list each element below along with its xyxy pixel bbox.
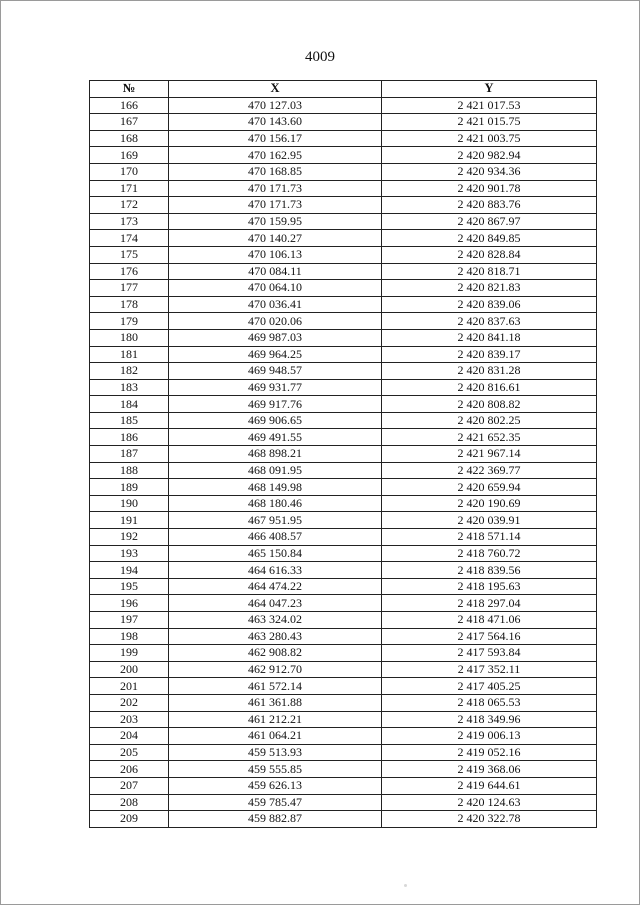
cell-x: 470 064.10 xyxy=(169,280,382,297)
table-row xyxy=(90,462,597,479)
cell-x: 469 964.25 xyxy=(169,346,382,363)
cell-x: 470 140.27 xyxy=(169,230,382,247)
cell-number: 171 xyxy=(90,180,169,197)
cell-y: 2 420 901.78 xyxy=(382,180,597,197)
cell-number: 169 xyxy=(90,147,169,164)
cell-number: 205 xyxy=(90,744,169,761)
cell-y: 2 420 816.61 xyxy=(382,379,597,396)
cell-x: 470 036.41 xyxy=(169,296,382,313)
table-row xyxy=(90,728,597,745)
cell-y: 2 420 828.84 xyxy=(382,246,597,263)
cell-y: 2 420 802.25 xyxy=(382,412,597,429)
cell-number: 198 xyxy=(90,628,169,645)
page-number: 4009 xyxy=(305,49,335,65)
cell-x: 459 513.93 xyxy=(169,744,382,761)
cell-x: 470 084.11 xyxy=(169,263,382,280)
cell-y: 2 418 349.96 xyxy=(382,711,597,728)
cell-y: 2 420 839.06 xyxy=(382,296,597,313)
cell-y: 2 421 967.14 xyxy=(382,446,597,463)
cell-number: 176 xyxy=(90,263,169,280)
cell-number: 181 xyxy=(90,346,169,363)
cell-y: 2 420 821.83 xyxy=(382,280,597,297)
cell-number: 175 xyxy=(90,246,169,263)
cell-x: 467 951.95 xyxy=(169,512,382,529)
cell-x: 459 882.87 xyxy=(169,811,382,828)
table-row xyxy=(90,512,597,529)
cell-y: 2 417 405.25 xyxy=(382,678,597,695)
cell-number: 196 xyxy=(90,595,169,612)
cell-number: 166 xyxy=(90,97,169,114)
table-row xyxy=(90,313,597,330)
cell-x: 459 555.85 xyxy=(169,761,382,778)
cell-number: 194 xyxy=(90,562,169,579)
table-row xyxy=(90,811,597,828)
table-row xyxy=(90,246,597,263)
table-header-row xyxy=(90,81,597,98)
cell-y: 2 418 297.04 xyxy=(382,595,597,612)
cell-y: 2 418 195.63 xyxy=(382,578,597,595)
cell-number: 197 xyxy=(90,612,169,629)
cell-x: 463 280.43 xyxy=(169,628,382,645)
cell-x: 470 020.06 xyxy=(169,313,382,330)
cell-x: 470 171.73 xyxy=(169,180,382,197)
table-row xyxy=(90,396,597,413)
table-body xyxy=(90,97,597,827)
cell-y: 2 420 124.63 xyxy=(382,794,597,811)
cell-y: 2 421 015.75 xyxy=(382,114,597,131)
table-row xyxy=(90,711,597,728)
table-row xyxy=(90,529,597,546)
cell-y: 2 418 839.56 xyxy=(382,562,597,579)
table-row xyxy=(90,694,597,711)
cell-x: 469 491.55 xyxy=(169,429,382,446)
cell-y: 2 420 849.85 xyxy=(382,230,597,247)
table-row xyxy=(90,329,597,346)
cell-number: 201 xyxy=(90,678,169,695)
cell-x: 468 180.46 xyxy=(169,495,382,512)
cell-y: 2 417 352.11 xyxy=(382,661,597,678)
cell-x: 470 168.85 xyxy=(169,163,382,180)
cell-x: 459 626.13 xyxy=(169,777,382,794)
cell-y: 2 420 659.94 xyxy=(382,479,597,496)
cell-number: 191 xyxy=(90,512,169,529)
cell-number: 184 xyxy=(90,396,169,413)
cell-number: 193 xyxy=(90,545,169,562)
cell-y: 2 420 883.76 xyxy=(382,197,597,214)
cell-number: 177 xyxy=(90,280,169,297)
cell-y: 2 419 644.61 xyxy=(382,777,597,794)
scan-speck xyxy=(404,884,407,887)
cell-y: 2 421 017.53 xyxy=(382,97,597,114)
cell-x: 469 987.03 xyxy=(169,329,382,346)
cell-y: 2 417 593.84 xyxy=(382,645,597,662)
table-row xyxy=(90,180,597,197)
cell-number: 192 xyxy=(90,529,169,546)
table-row xyxy=(90,678,597,695)
table-row xyxy=(90,429,597,446)
table-row xyxy=(90,545,597,562)
cell-number: 190 xyxy=(90,495,169,512)
table-row xyxy=(90,612,597,629)
cell-x: 470 171.73 xyxy=(169,197,382,214)
cell-y: 2 419 006.13 xyxy=(382,728,597,745)
table-row xyxy=(90,197,597,214)
cell-x: 461 064.21 xyxy=(169,728,382,745)
table-row xyxy=(90,595,597,612)
cell-y: 2 421 003.75 xyxy=(382,130,597,147)
cell-number: 183 xyxy=(90,379,169,396)
cell-number: 204 xyxy=(90,728,169,745)
cell-number: 199 xyxy=(90,645,169,662)
cell-x: 461 361.88 xyxy=(169,694,382,711)
cell-number: 209 xyxy=(90,811,169,828)
cell-y: 2 418 065.53 xyxy=(382,694,597,711)
cell-y: 2 420 934.36 xyxy=(382,163,597,180)
table-row xyxy=(90,114,597,131)
table-row xyxy=(90,744,597,761)
cell-x: 470 162.95 xyxy=(169,147,382,164)
cell-x: 470 143.60 xyxy=(169,114,382,131)
cell-x: 462 912.70 xyxy=(169,661,382,678)
cell-x: 461 212.21 xyxy=(169,711,382,728)
cell-y: 2 420 839.17 xyxy=(382,346,597,363)
cell-x: 465 150.84 xyxy=(169,545,382,562)
table-row xyxy=(90,446,597,463)
table-row xyxy=(90,296,597,313)
cell-number: 203 xyxy=(90,711,169,728)
cell-number: 188 xyxy=(90,462,169,479)
cell-x: 470 156.17 xyxy=(169,130,382,147)
table-row xyxy=(90,479,597,496)
cell-x: 469 906.65 xyxy=(169,412,382,429)
cell-y: 2 420 831.28 xyxy=(382,363,597,380)
table-row xyxy=(90,280,597,297)
cell-x: 470 127.03 xyxy=(169,97,382,114)
cell-y: 2 420 867.97 xyxy=(382,213,597,230)
cell-y: 2 418 471.06 xyxy=(382,612,597,629)
cell-x: 468 149.98 xyxy=(169,479,382,496)
cell-number: 200 xyxy=(90,661,169,678)
cell-x: 464 474.22 xyxy=(169,578,382,595)
cell-x: 468 898.21 xyxy=(169,446,382,463)
cell-number: 185 xyxy=(90,412,169,429)
cell-number: 208 xyxy=(90,794,169,811)
cell-y: 2 418 571.14 xyxy=(382,529,597,546)
cell-y: 2 420 808.82 xyxy=(382,396,597,413)
table-row xyxy=(90,130,597,147)
cell-number: 173 xyxy=(90,213,169,230)
cell-x: 461 572.14 xyxy=(169,678,382,695)
cell-y: 2 420 841.18 xyxy=(382,329,597,346)
cell-number: 206 xyxy=(90,761,169,778)
cell-y: 2 417 564.16 xyxy=(382,628,597,645)
header-x: X xyxy=(169,81,382,98)
table-row xyxy=(90,379,597,396)
cell-y: 2 420 837.63 xyxy=(382,313,597,330)
cell-x: 462 908.82 xyxy=(169,645,382,662)
cell-x: 464 616.33 xyxy=(169,562,382,579)
table-row xyxy=(90,761,597,778)
cell-number: 172 xyxy=(90,197,169,214)
table-row xyxy=(90,495,597,512)
table-row xyxy=(90,346,597,363)
table-row xyxy=(90,794,597,811)
cell-number: 186 xyxy=(90,429,169,446)
cell-x: 468 091.95 xyxy=(169,462,382,479)
cell-number: 180 xyxy=(90,329,169,346)
cell-number: 202 xyxy=(90,694,169,711)
table-row xyxy=(90,363,597,380)
table-row xyxy=(90,263,597,280)
table-row xyxy=(90,661,597,678)
table-row xyxy=(90,97,597,114)
cell-number: 182 xyxy=(90,363,169,380)
cell-y: 2 420 818.71 xyxy=(382,263,597,280)
table-row xyxy=(90,213,597,230)
table-row xyxy=(90,628,597,645)
cell-x: 463 324.02 xyxy=(169,612,382,629)
cell-number: 187 xyxy=(90,446,169,463)
cell-x: 459 785.47 xyxy=(169,794,382,811)
table-row xyxy=(90,163,597,180)
table-row xyxy=(90,230,597,247)
cell-x: 466 408.57 xyxy=(169,529,382,546)
cell-x: 470 106.13 xyxy=(169,246,382,263)
cell-x: 464 047.23 xyxy=(169,595,382,612)
cell-number: 168 xyxy=(90,130,169,147)
coordinates-table xyxy=(89,80,597,828)
cell-y: 2 422 369.77 xyxy=(382,462,597,479)
cell-number: 189 xyxy=(90,479,169,496)
cell-y: 2 421 652.35 xyxy=(382,429,597,446)
table-row xyxy=(90,777,597,794)
cell-x: 470 159.95 xyxy=(169,213,382,230)
table-row xyxy=(90,147,597,164)
cell-y: 2 420 982.94 xyxy=(382,147,597,164)
cell-number: 195 xyxy=(90,578,169,595)
cell-number: 170 xyxy=(90,163,169,180)
table-row xyxy=(90,562,597,579)
cell-y: 2 419 052.16 xyxy=(382,744,597,761)
cell-number: 207 xyxy=(90,777,169,794)
cell-y: 2 420 322.78 xyxy=(382,811,597,828)
cell-y: 2 418 760.72 xyxy=(382,545,597,562)
cell-number: 178 xyxy=(90,296,169,313)
cell-x: 469 931.77 xyxy=(169,379,382,396)
cell-y: 2 419 368.06 xyxy=(382,761,597,778)
table-row xyxy=(90,412,597,429)
header-y: Y xyxy=(382,81,597,98)
cell-y: 2 420 039.91 xyxy=(382,512,597,529)
cell-x: 469 948.57 xyxy=(169,363,382,380)
cell-number: 167 xyxy=(90,114,169,131)
cell-x: 469 917.76 xyxy=(169,396,382,413)
table-row xyxy=(90,645,597,662)
cell-number: 174 xyxy=(90,230,169,247)
cell-y: 2 420 190.69 xyxy=(382,495,597,512)
cell-number: 179 xyxy=(90,313,169,330)
header-number: № xyxy=(90,81,169,98)
table-row xyxy=(90,578,597,595)
